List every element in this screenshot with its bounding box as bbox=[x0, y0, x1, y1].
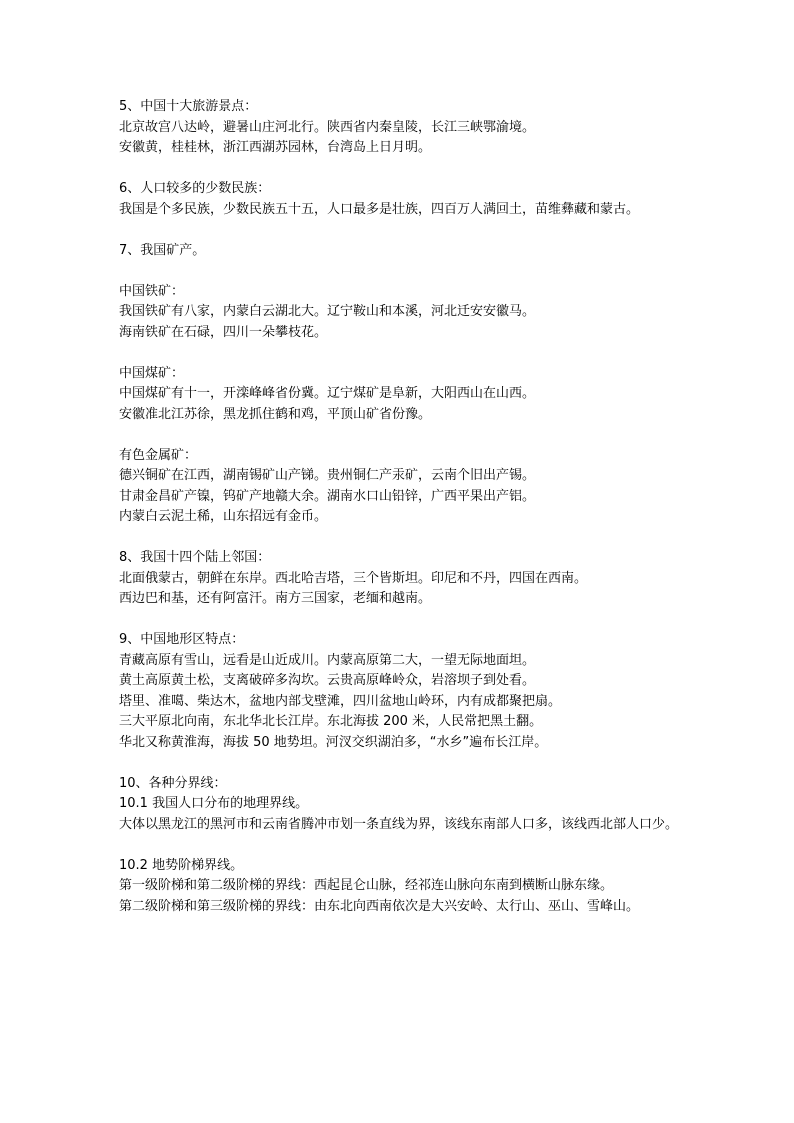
section-9-line-1: 青藏高原有雪山，远看是山近成川。内蒙高原第二大，一望无际地面坦。 bbox=[119, 652, 536, 668]
spacer bbox=[119, 425, 689, 446]
section-8-line-2: 西边巴和基，还有阿富汗。南方三国家，老缅和越南。 bbox=[119, 591, 432, 606]
spacer bbox=[119, 343, 689, 364]
spacer bbox=[119, 835, 689, 856]
document-body bbox=[119, 97, 689, 917]
section-5-line-1: 北京故宫八达岭，避暑山庄河北行。陕西省内秦皇陵，长江三峡鄂渝境。 bbox=[119, 119, 536, 135]
spacer bbox=[119, 610, 689, 631]
section-5-heading: 5、中国十大旅游景点： bbox=[119, 99, 258, 114]
section-6-heading: 6、人口较多的少数民族： bbox=[119, 181, 271, 196]
iron-line-1: 我国铁矿有八家，内蒙白云湖北大。辽宁鞍山和本溪，河北迁安安徽马。 bbox=[119, 304, 536, 319]
spacer bbox=[119, 159, 689, 180]
spacer bbox=[119, 753, 689, 774]
section-6-line-1: 我国是个多民族，少数民族五十五，人口最多是壮族，四百万人满回土，苗维彝藏和蒙古。 bbox=[119, 201, 640, 217]
metal-line-2: 甘肃金昌矿产镍，钨矿产地赣大余。湖南水口山铅锌，广西平果出产铝。 bbox=[119, 488, 536, 504]
iron-heading: 中国铁矿： bbox=[119, 283, 185, 299]
section-10-2-line-1: 第一级阶梯和第二级阶梯的界线：西起昆仑山脉，经祁连山脉向东南到横断山脉东缘。 bbox=[119, 878, 614, 893]
section-8-heading: 8、我国十四个陆上邻国： bbox=[119, 550, 271, 565]
section-7-heading: 7、我国矿产。 bbox=[119, 242, 206, 258]
section-9-line-2: 黄土高原黄土松，支离破碎多沟坎。云贵高原峰岭众，岩溶坝子到处看。 bbox=[119, 673, 536, 688]
coal-line-1: 中国煤矿有十一，开滦峰峰省份冀。辽宁煤矿是阜新，大阳西山在山西。 bbox=[119, 386, 536, 401]
iron-line-2: 海南铁矿在石碌，四川一朵攀枝花。 bbox=[119, 324, 328, 340]
section-9-line-5: 华北又称黄淮海，海拔 50 地势坦。河汊交织湖泊多，“水乡”遍布长江岸。 bbox=[119, 734, 548, 750]
metal-line-3: 内蒙白云泥土稀，山东招远有金币。 bbox=[119, 509, 328, 524]
section-10-1-heading: 10.1 我国人口分布的地理界线。 bbox=[119, 796, 309, 811]
spacer bbox=[119, 220, 689, 241]
section-10-2-line-2: 第二级阶梯和第三级阶梯的界线：由东北向西南依次是大兴安岭、太行山、巫山、雪峰山。 bbox=[119, 898, 640, 914]
section-8-line-1: 北面俄蒙古，朝鲜在东岸。西北哈吉塔，三个皆斯坦。印尼和不丹，四国在西南。 bbox=[119, 570, 588, 586]
metal-heading: 有色金属矿： bbox=[119, 447, 198, 463]
spacer bbox=[119, 528, 689, 549]
section-5-line-2: 安徽黄，桂桂林，浙江西湖苏园林，台湾岛上日月明。 bbox=[119, 140, 432, 155]
section-9-line-4: 三大平原北向南，东北华北长江岸。东北海拔 200 米，人民常把黑土翻。 bbox=[119, 714, 543, 729]
coal-heading: 中国煤矿： bbox=[119, 365, 185, 381]
section-10-1-text: 大体以黑龙江的黑河市和云南省腾冲市划一条直线为界，该线东南部人口多，该线西北部人口少。 bbox=[119, 816, 679, 832]
section-10-heading: 10、各种分界线： bbox=[119, 775, 227, 791]
coal-line-2: 安徽准北江苏徐，黑龙抓住鹤和鸡，平顶山矿省份豫。 bbox=[119, 406, 432, 422]
section-9-line-3: 塔里、准噶、柴达木，盆地内部戈壁滩，四川盆地山岭环，内有成都聚把扇。 bbox=[119, 693, 562, 709]
metal-line-1: 德兴铜矿在江西，湖南锡矿山产锑。贵州铜仁产汞矿，云南个旧出产锡。 bbox=[119, 468, 536, 483]
section-10-2-heading: 10.2 地势阶梯界线。 bbox=[119, 857, 244, 873]
spacer bbox=[119, 261, 689, 282]
section-9-heading: 9、中国地形区特点： bbox=[119, 632, 245, 647]
